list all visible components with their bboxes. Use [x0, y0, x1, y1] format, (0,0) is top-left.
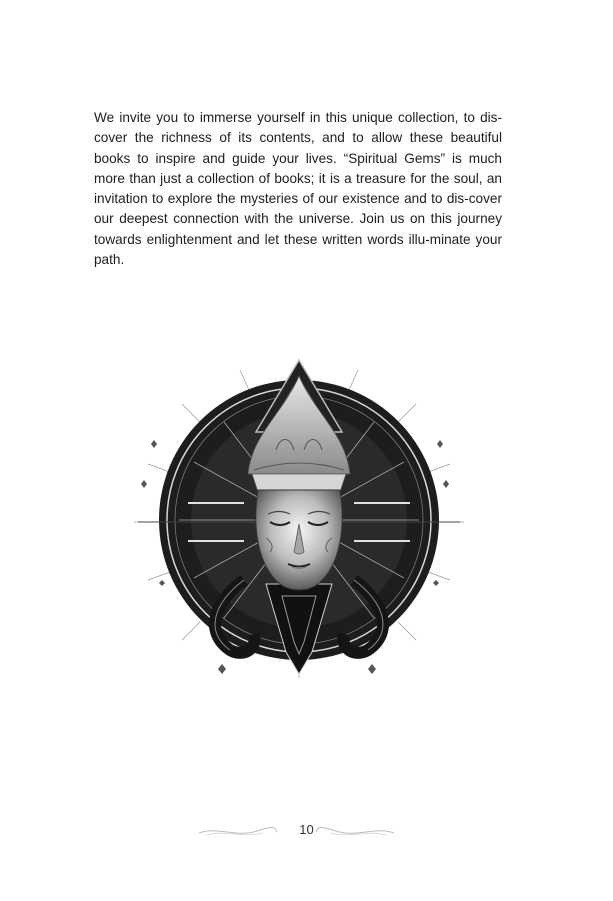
flourish-right-icon — [314, 824, 396, 840]
page-footer — [0, 818, 613, 846]
page-number: 10 — [299, 822, 314, 837]
body-paragraph: We invite you to immerse yourself in this unique collection, to dis-cover the richness of its contents, and to allow these beautiful books to inspire and guide your lives. “Spiritual Gems” is much more than just a collection of books; it is a treasure for the soul, an invitation to explore the mysteries of our existence and to dis-cover our deepest connection with the universe. Join us on this journey towards enlightenment and let these written words illu-minate your path. — [94, 110, 502, 268]
spiritual-face-mandala-icon — [134, 352, 464, 684]
